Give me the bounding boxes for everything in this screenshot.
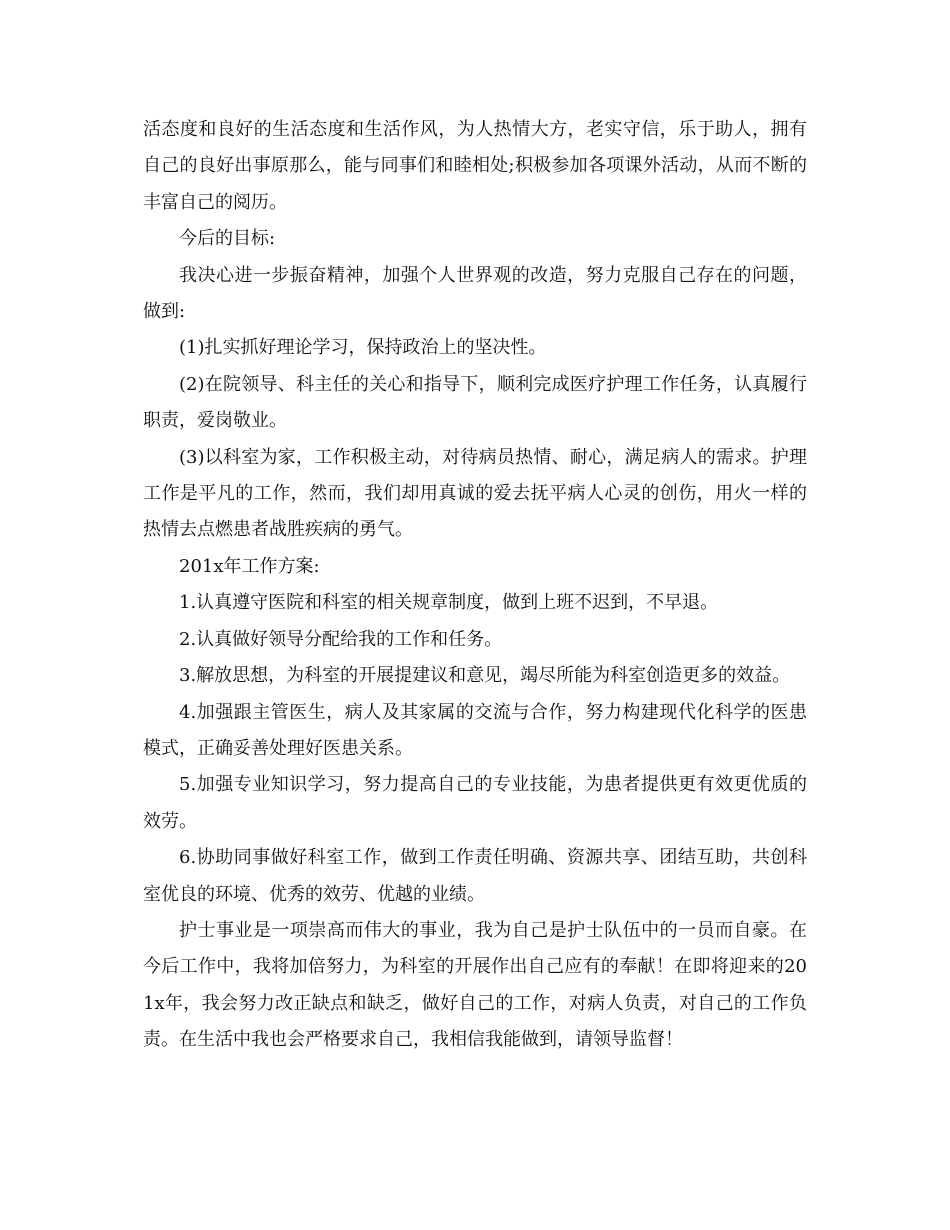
plan-item-4: 4.加强跟主管医生，病人及其家属的交流与合作，努力构建现代化科学的医患模式，正确妥善处理好医患关系。 [143, 701, 807, 759]
plan-item-1: 1.认真遵守医院和科室的相关规章制度，做到上班不迟到，不早退。 [179, 592, 719, 614]
plan-item-6: 6.协助同事做好科室工作，做到工作责任明确、资源共享、团结互助，共创科室优良的环境、优秀的效劳、优越的业绩。 [143, 847, 807, 905]
paragraph-continuation: 活态度和良好的生活态度和生活作风，为人热情大方，老实守信，乐于助人，拥有自己的良好出事原那么，能与同事们和睦相处;积极参加各项课外活动，从而不断的丰富自己的阅历。 [143, 119, 807, 213]
goal-item-3: (3)以科室为家，工作积极主动，对待病员热情、耐心，满足病人的需求。护理工作是平凡的工作，然而，我们却用真诚的爱去抚平病人心灵的创伤，用火一样的热情去点燃患者战胜疾病的勇气。 [143, 446, 807, 541]
plan-item-3: 3.解放思想，为科室的开展提建议和意见，竭尽所能为科室创造更多的效益。 [179, 665, 791, 687]
heading-future-goals: 今后的目标: [179, 228, 276, 250]
goal-item-2: (2)在院领导、科主任的关心和指导下，顺利完成医疗护理工作任务，认真履行职责，爱岗敬业。 [143, 373, 807, 432]
heading-work-plan: 201x年工作方案: [179, 555, 320, 577]
document-body [143, 112, 807, 1059]
goal-item-1: (1)扎实抓好理论学习，保持政治上的坚决性。 [179, 337, 547, 359]
paragraph-conclusion: 护士事业是一项崇高而伟大的事业，我为自己是护士队伍中的一员而自豪。在今后工作中，我将加倍努力，为科室的开展作出自己应有的奉献！在即将迎来的201x年，我会努力改正缺点和缺乏，做好自己的工作，对病人负责，对自己的工作负责。在生活中我也会严格要求自己，我相信我能做到，请领导监督！ [143, 919, 807, 1051]
plan-item-5: 5.加强专业知识学习，努力提高自己的专业技能，为患者提供更有效更优质的效劳。 [143, 774, 807, 832]
plan-item-2: 2.认真做好领导分配给我的工作和任务。 [179, 628, 503, 650]
paragraph-resolution: 我决心进一步振奋精神，加强个人世界观的改造，努力克服自己存在的问题，做到: [143, 264, 807, 323]
